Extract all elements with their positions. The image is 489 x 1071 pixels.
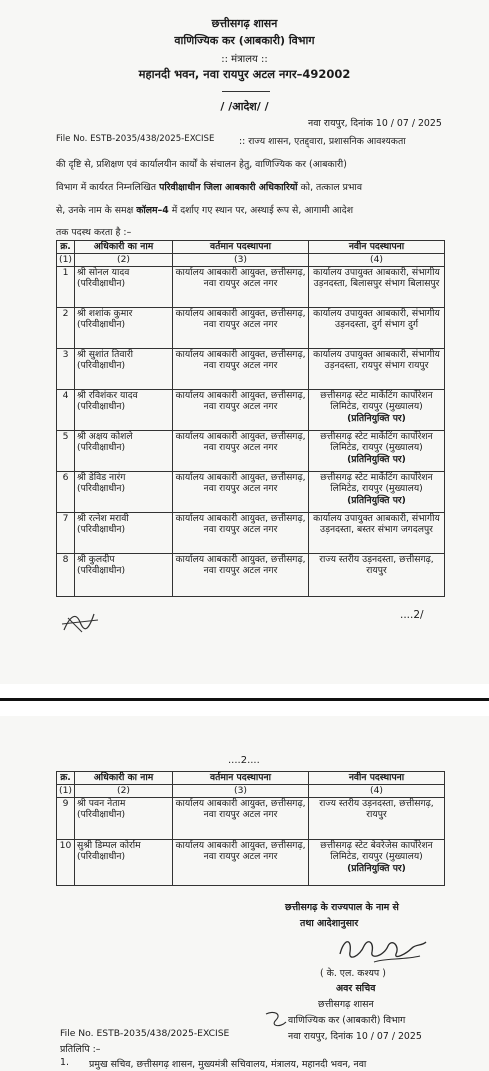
officer-name-cell [75, 553, 173, 596]
copy-item-1: प्रमुख सचिव, छत्तीसगढ़ शासन, मुख्यमंत्री सचिवालय, मंत्रालय, महानदी भवन, नवा [89, 1059, 367, 1070]
serial-number: 8 [57, 553, 75, 596]
table-row [57, 553, 445, 596]
officer-status: (परिवीक्षाधीन) [77, 278, 126, 289]
table-header-row [57, 772, 445, 785]
new-posting-text: छत्तीसगढ़ स्टेट मार्केटिंग कार्पोरेशन लिमिटेड, रायपुर (मुख्यालय) [320, 430, 433, 453]
new-posting-text: कार्यालय उपायुक्त आबकारी, संभागीय उड़नदस्ता, दुर्ग संभाग दुर्ग [313, 307, 440, 330]
col-header-name: अधिकारी का नाम [75, 772, 173, 785]
current-posting: कार्यालय आबकारी आयुक्त, छत्तीसगढ़, नवा रायपुर अटल नगर [173, 266, 309, 307]
officer-name: श्री शशांक कुमार [77, 307, 133, 319]
col-header-new: नवीन पदस्थापना [309, 241, 445, 254]
new-posting-text: कार्यालय उपायुक्त आबकारी, संभागीय उड़नदस्ता, बिलासपुर संभाग बिलासपुर [313, 266, 440, 289]
deputation-note: (प्रतिनियुक्ति पर) [347, 494, 406, 506]
col-num-2: (2) [75, 254, 173, 267]
deputation-note: (प्रतिनियुक्ति पर) [347, 412, 406, 424]
posting-table-page-1 [56, 240, 445, 597]
officer-name: सुश्री डिम्पल कोर्राम [77, 839, 141, 851]
new-posting [309, 430, 445, 471]
signoff-line-1: छत्तीसगढ़ के राज्यपाल के नाम से [285, 902, 399, 913]
officer-name: श्री पवन नेताम [77, 797, 126, 809]
page-number: ....2.... [228, 755, 260, 766]
table-row [57, 389, 445, 430]
officer-name: श्री अक्षय कोशले [77, 430, 133, 442]
officer-status: (परिवीक्षाधीन) [77, 319, 126, 330]
col-num-4: (4) [309, 254, 445, 267]
table-row [57, 839, 445, 885]
officer-name-cell [75, 839, 173, 885]
col-num-1: (1) [57, 254, 75, 267]
current-posting: कार्यालय आबकारी आयुक्त, छत्तीसगढ़, नवा रायपुर अटल नगर [173, 553, 309, 596]
officer-status: (परिवीक्षाधीन) [77, 360, 126, 371]
signer-department-2: वाणिज्यिक कर (आबकारी) विभाग [288, 1015, 406, 1026]
new-posting-text: कार्यालय उपायुक्त आबकारी, संभागीय उड़नदस्ता, बस्तर संभाग जगदलपुर [313, 512, 440, 535]
new-posting-text: छत्तीसगढ़ स्टेट मार्केटिंग कार्पोरेशन लिमिटेड, रायपुर (मुख्यालय) [320, 389, 433, 412]
col-header-name: अधिकारी का नाम [75, 241, 173, 254]
signer-department-1: छत्तीसगढ़ शासन [318, 999, 374, 1010]
current-posting: कार्यालय आबकारी आयुक्त, छत्तीसगढ़, नवा रायपुर अटल नगर [173, 512, 309, 553]
current-posting: कार्यालय आबकारी आयुक्त, छत्तीसगढ़, नवा रायपुर अटल नगर [173, 389, 309, 430]
officer-name: श्री रत्नेश मरावी [77, 512, 129, 524]
file-number: File No. ESTB-2035/438/2025-EXCISE [56, 134, 215, 144]
col-num-1: (1) [57, 785, 75, 798]
new-posting-text: छत्तीसगढ़ स्टेट बेवरेजेस कार्पोरेशन लिमिटेड, रायपुर (मुख्यालय) [320, 839, 433, 862]
officer-name-cell [75, 307, 173, 348]
new-posting [309, 471, 445, 512]
officer-name-cell [75, 430, 173, 471]
para-line-3: विभाग में कार्यरत निम्नलिखित परिवीक्षाधीन जिला आबकारी अधिकारियों को, तत्काल प्रभाव [56, 182, 363, 193]
col-header-new: नवीन पदस्थापना [309, 772, 445, 785]
table-row [57, 307, 445, 348]
officer-name-cell [75, 389, 173, 430]
serial-number: 4 [57, 389, 75, 430]
serial-number: 3 [57, 348, 75, 389]
col-header-sn: क्र. [57, 241, 75, 254]
separator-bar [0, 698, 489, 701]
new-posting-text: कार्यालय उपायुक्त आबकारी, संभागीय उड़नदस्ता, रायपुर संभाग रायपुर [313, 348, 440, 371]
posting-table-page-2 [56, 771, 445, 886]
initials-mark [60, 608, 100, 636]
endorsement-date: नवा रायपुर, दिनांक 10 / 07 / 2025 [288, 1031, 422, 1042]
table-row [57, 348, 445, 389]
order-page-2 [0, 716, 489, 1071]
col-num-2: (2) [75, 785, 173, 798]
new-posting [309, 307, 445, 348]
table-row [57, 512, 445, 553]
current-posting: कार्यालय आबकारी आयुक्त, छत्तीसगढ़, नवा रायपुर अटल नगर [173, 797, 309, 839]
endorsement-file-number: File No. ESTB-2035/438/2025-EXCISE [60, 1028, 230, 1039]
serial-number: 2 [57, 307, 75, 348]
officer-name: श्री सुशांत तिवारी [77, 348, 134, 360]
officer-name-cell [75, 471, 173, 512]
officer-name-cell [75, 797, 173, 839]
table-body-page-2 [57, 797, 445, 885]
serial-number: 7 [57, 512, 75, 553]
table-header-row [57, 241, 445, 254]
current-posting: कार्यालय आबकारी आयुक्त, छत्तीसगढ़, नवा रायपुर अटल नगर [173, 348, 309, 389]
new-posting [309, 553, 445, 596]
new-posting-text: छत्तीसगढ़ स्टेट मार्केटिंग कार्पोरेशन लिमिटेड, रायपुर (मुख्यालय) [320, 471, 433, 494]
current-posting: कार्यालय आबकारी आयुक्त, छत्तीसगढ़, नवा रायपुर अटल नगर [173, 471, 309, 512]
officer-name-cell [75, 512, 173, 553]
header-ministry: :: मंत्रालय :: [221, 54, 268, 65]
header-rule [222, 91, 270, 92]
col-num-3: (3) [173, 785, 309, 798]
new-posting [309, 512, 445, 553]
officer-name: श्री रविशंकर यादव [77, 389, 138, 401]
new-posting [309, 266, 445, 307]
para-line-5: तक पदस्थ करता है :– [56, 227, 132, 238]
serial-number: 9 [57, 797, 75, 839]
table-row [57, 471, 445, 512]
header-address: महानदी भवन, नवा रायपुर अटल नगर–492002 [138, 67, 351, 81]
deputation-note: (प्रतिनियुक्ति पर) [347, 862, 406, 874]
copy-item-number: 1. [60, 1057, 69, 1068]
signer-name: ( के. एल. कश्यप ) [320, 968, 386, 979]
para-line-4: से, उनके नाम के समक्ष कॉलम–4 में दर्शाए गए स्थान पर, अस्थाई रूप से, आगामी आदेश [56, 205, 354, 216]
page-separator [0, 684, 489, 716]
para-line-1: :: राज्य शासन, एतद्द्वारा, प्रशासनिक आवश्यकता [239, 136, 406, 147]
new-posting-text: राज्य स्तरीय उड़नदस्ता, छत्तीसगढ़, रायपुर [319, 553, 434, 576]
new-posting [309, 839, 445, 885]
serial-number: 1 [57, 266, 75, 307]
copy-label: प्रतिलिपि :– [60, 1044, 101, 1055]
officer-name: श्री सोनल यादव [77, 266, 130, 278]
para-line-2: की दृष्टि से, प्रशिक्षण एवं कार्यालयीन कार्यों के संचालन हेतु, वाणिज्यिक कर (आबकारी) [56, 159, 347, 170]
table-row [57, 797, 445, 839]
serial-number: 6 [57, 471, 75, 512]
signer-designation: अवर सचिव [336, 983, 376, 994]
signoff-line-2: तथा आदेशानुसार [300, 918, 359, 929]
new-posting-text: राज्य स्तरीय उड़नदस्ता, छत्तीसगढ़, रायपुर [319, 797, 434, 820]
col-header-sn: क्र. [57, 772, 75, 785]
table-colnum-row [57, 254, 445, 267]
serial-number: 5 [57, 430, 75, 471]
table-colnum-row [57, 785, 445, 798]
officer-status: (परिवीक्षाधीन) [77, 565, 126, 576]
order-title: / /आदेश/ / [220, 100, 269, 113]
col-header-current: वर्तमान पदस्थापना [173, 241, 309, 254]
continued-page-marker: ....2/ [400, 609, 424, 621]
officer-status: (परिवीक्षाधीन) [77, 483, 126, 494]
col-num-3: (3) [173, 254, 309, 267]
header-department: वाणिज्यिक कर (आबकारी) विभाग [174, 34, 315, 47]
current-posting: कार्यालय आबकारी आयुक्त, छत्तीसगढ़, नवा रायपुर अटल नगर [173, 839, 309, 885]
officer-status: (परिवीक्षाधीन) [77, 809, 126, 820]
header-government: छत्तीसगढ़ शासन [211, 17, 278, 30]
officer-status: (परिवीक्षाधीन) [77, 442, 126, 453]
new-posting [309, 389, 445, 430]
col-num-4: (4) [309, 785, 445, 798]
officer-name: श्री कुलदीप [77, 553, 115, 565]
new-posting [309, 797, 445, 839]
officer-name-cell [75, 266, 173, 307]
current-posting: कार्यालय आबकारी आयुक्त, छत्तीसगढ़, नवा रायपुर अटल नगर [173, 430, 309, 471]
initials-mark-2 [262, 1008, 290, 1030]
deputation-note: (प्रतिनियुक्ति पर) [347, 453, 406, 465]
officer-status: (परिवीक्षाधीन) [77, 524, 126, 535]
signature-mark [334, 932, 430, 966]
col-header-current: वर्तमान पदस्थापना [173, 772, 309, 785]
serial-number: 10 [57, 839, 75, 885]
table-row [57, 266, 445, 307]
officer-status: (परिवीक्षाधीन) [77, 401, 126, 412]
order-date: नवा रायपुर, दिनांक 10 / 07 / 2025 [308, 118, 442, 129]
new-posting [309, 348, 445, 389]
table-body-page-1 [57, 266, 445, 596]
officer-name-cell [75, 348, 173, 389]
table-row [57, 430, 445, 471]
officer-status: (परिवीक्षाधीन) [77, 851, 126, 862]
officer-name: श्री डेविड नारंग [77, 471, 126, 483]
current-posting: कार्यालय आबकारी आयुक्त, छत्तीसगढ़, नवा रायपुर अटल नगर [173, 307, 309, 348]
